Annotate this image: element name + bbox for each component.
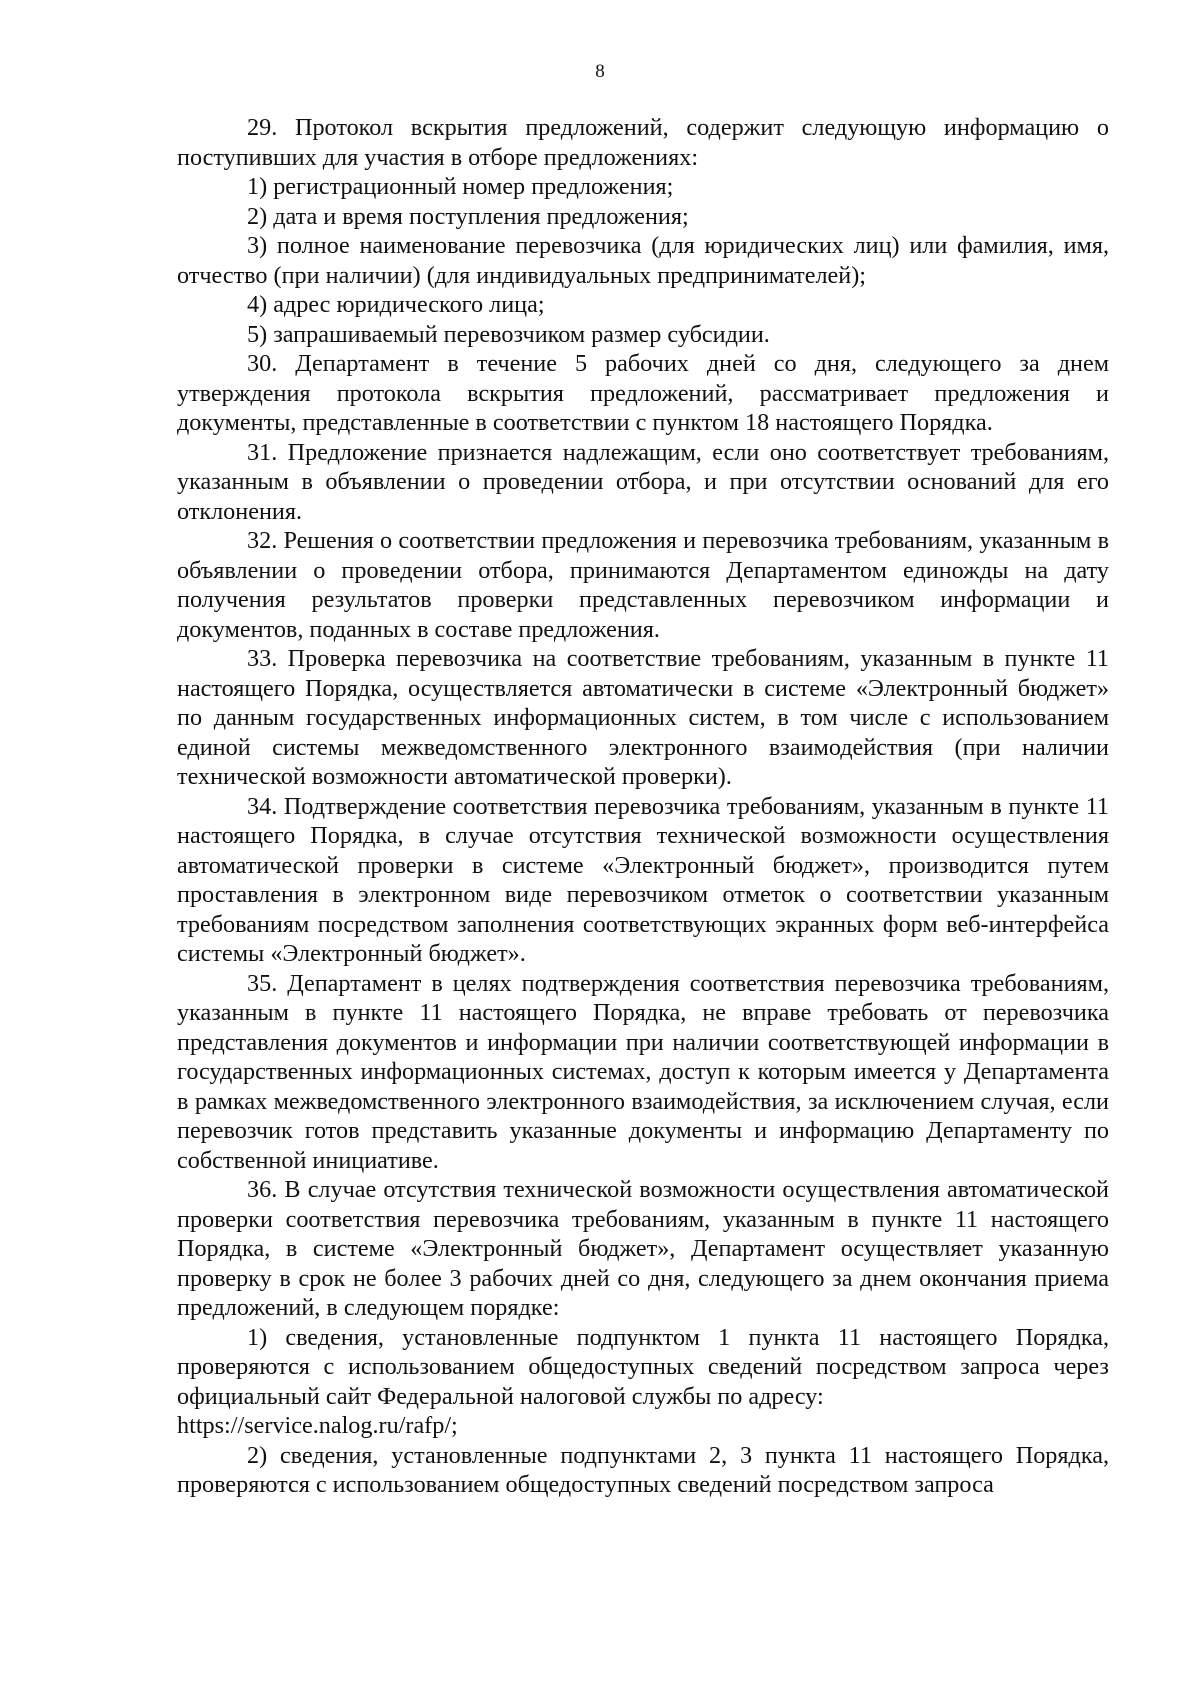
page-number: 8 bbox=[595, 61, 605, 82]
item-2-date-time: 2) дата и время поступления предложения; bbox=[247, 202, 689, 230]
subitem-1-tax-service-check: 1) сведения, установленные подпунктом 1 пункта 11 настоящего Порядка, проверяются с использованием общедоступных сведений посредством запроса через официальный сайт Федеральной налоговой службы по адресу: bbox=[177, 1323, 1109, 1410]
paragraph-36: 36. В случае отсутствия технической возможности осуществления автоматической проверки соответствия перевозчика требованиям, указанным в пункте 11 настоящего Порядка, в системе «Электронный бюджет», Департамент осуществляет указанную проверку в срок не более 3 рабочих дней со дня, следующего за днем окончания приема предложений, в следующем порядке: bbox=[177, 1176, 1109, 1321]
paragraph-30: 30. Департамент в течение 5 рабочих дней со дня, следующего за днем утверждения протокола вскрытия предложений, рассматривает предложения и документы, представленные в соответствии с пунктом 18 настоящего Порядка. bbox=[177, 350, 1109, 436]
tax-service-url: https://service.nalog.ru/rafp/; bbox=[177, 1412, 458, 1439]
document-body bbox=[177, 113, 1109, 1500]
paragraph-32: 32. Решения о соответствии предложения и перевозчика требованиям, указанным в объявлении о проведении отбора, принимаются Департаментом единожды на дату получения результатов проверки представленных перевозчиком информации и документов, поданных в составе предложения. bbox=[177, 527, 1109, 643]
subitem-2-check: 2) сведения, установленные подпунктами 2, 3 пункта 11 настоящего Порядка, проверяются с использованием общедоступных сведений посредством запроса bbox=[177, 1441, 1109, 1498]
paragraph-33: 33. Проверка перевозчика на соответствие требованиям, указанным в пункте 11 настоящего Порядка, осуществляется автоматически в системе «Электронный бюджет» по данным государственных информационных систем, в том числе с использованием единой системы межведомственного электронного взаимодействия (при наличии технической возможности автоматической проверки). bbox=[177, 645, 1109, 790]
item-4-address: 4) адрес юридического лица; bbox=[247, 291, 545, 318]
item-5-subsidy-amount: 5) запрашиваемый перевозчиком размер субсидии. bbox=[247, 320, 770, 348]
paragraph-35: 35. Департамент в целях подтверждения соответствия перевозчика требованиям, указанным в пункте 11 настоящего Порядка, не вправе требовать от перевозчика представления документов и информации при наличии соответствующей информации в государственных информационных системах, доступ к которым имеется у Департамента в рамках межведомственного электронного взаимодействия, за исключением случая, если перевозчик готов представить указанные документы и информацию Департаменту по собственной инициативе. bbox=[177, 969, 1109, 1174]
paragraph-31: 31. Предложение признается надлежащим, если оно соответствует требованиям, указанным в объявлении о проведении отбора, и при отсутствии оснований для его отклонения. bbox=[177, 438, 1109, 525]
paragraph-29: 29. Протокол вскрытия предложений, содержит следующую информацию о поступивших для участия в отборе предложениях: bbox=[177, 114, 1109, 171]
item-3-carrier-name: 3) полное наименование перевозчика (для юридических лиц) или фамилия, имя, отчество (при наличии) (для индивидуальных предпринимателей); bbox=[177, 232, 1109, 289]
paragraph-34: 34. Подтверждение соответствия перевозчика требованиям, указанным в пункте 11 настоящего Порядка, в случае отсутствия технической возможности осуществления автоматической проверки в системе «Электронный бюджет», производится путем проставления в электронном виде перевозчиком отметок о соответствии указанным требованиям посредством заполнения соответствующих экранных форм веб-интерфейса системы «Электронный бюджет». bbox=[177, 792, 1109, 967]
item-1-registration-number: 1) регистрационный номер предложения; bbox=[247, 173, 674, 200]
